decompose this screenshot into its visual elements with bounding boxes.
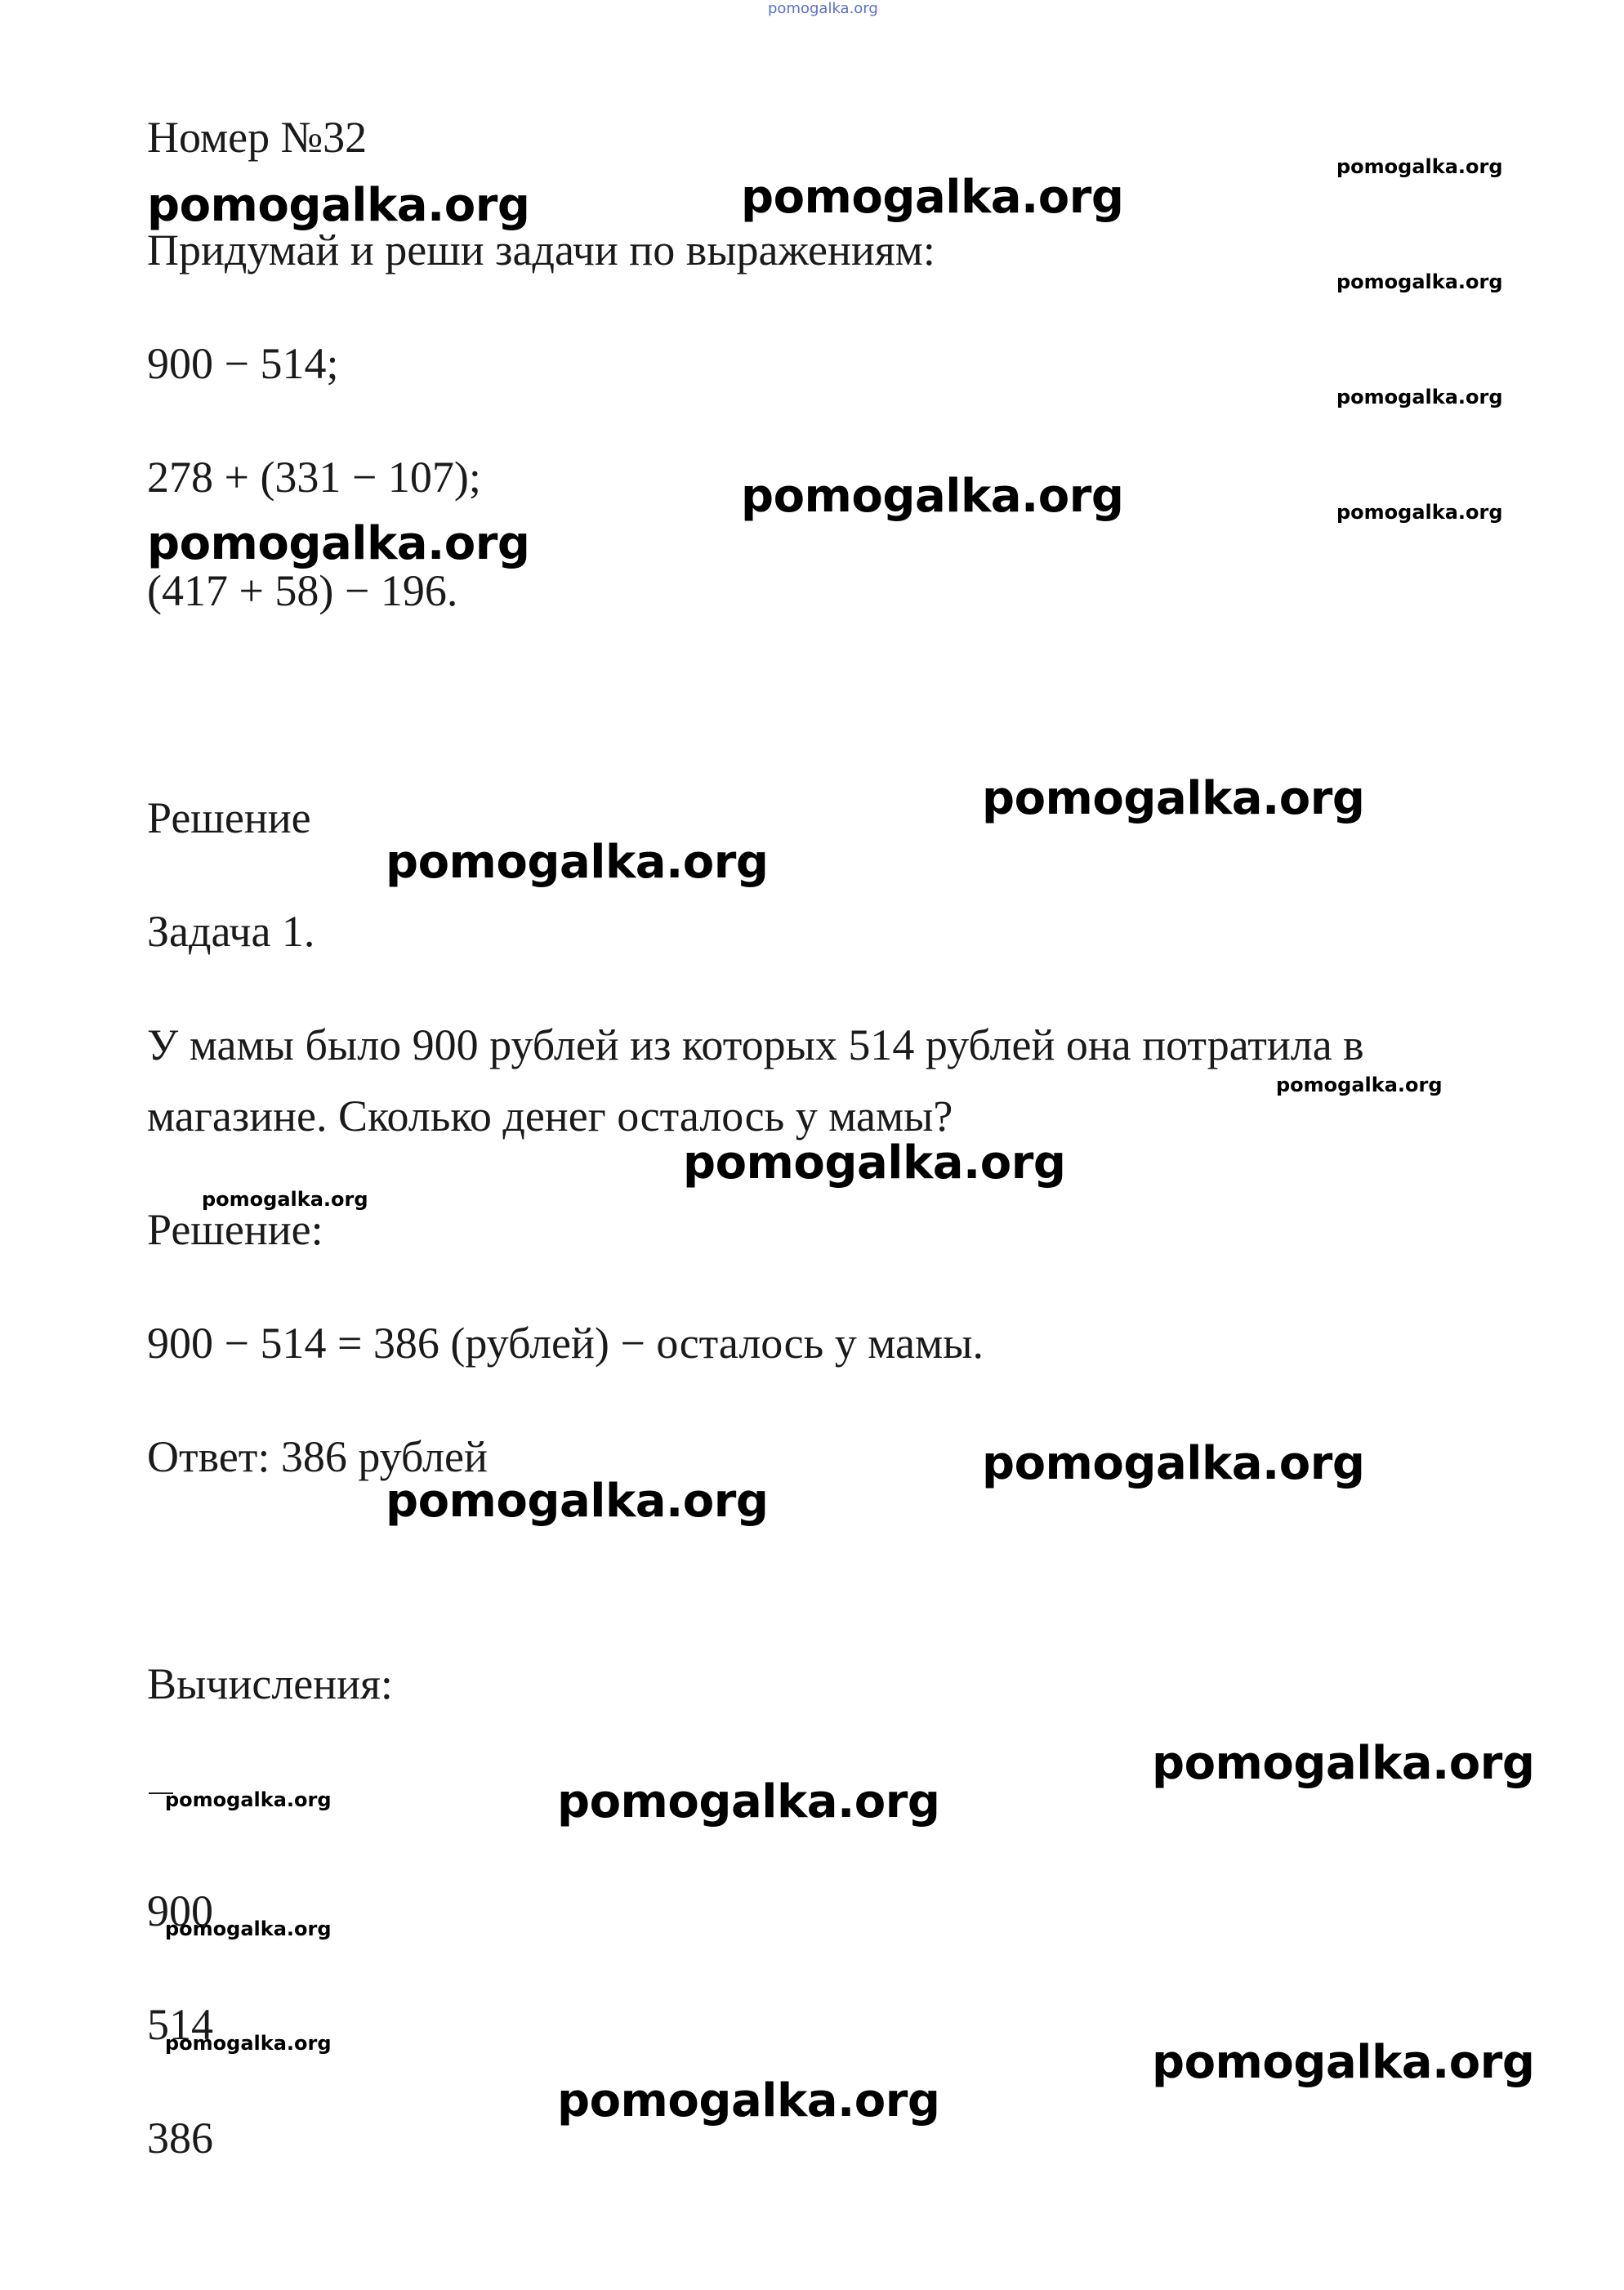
problem-line-1: У мамы было 900 рублей из которых 514 рублей она потратила в [147, 1020, 1364, 1069]
solution-equation: 900 − 514 = 386 (рублей) − осталось у мамы. [147, 1319, 984, 1368]
calc-subtrahend: 514 [147, 2000, 213, 2049]
watermark-small: pomogalka.org [1336, 155, 1503, 178]
watermark: pomogalka.org [1152, 1737, 1535, 1790]
watermark-small: pomogalka.org [1336, 270, 1503, 293]
watermark: pomogalka.org [741, 171, 1124, 224]
expression-2: 278 + (331 − 107); [147, 453, 481, 502]
watermark-small: pomogalka.org [1276, 1074, 1443, 1096]
answer: Ответ: 386 рублей [147, 1432, 488, 1481]
calc-minuend: 900 [147, 1886, 213, 1935]
watermark-small: pomogalka.org [202, 1188, 368, 1211]
watermark-small: pomogalka.org [165, 1788, 332, 1811]
solution-heading: Решение [147, 793, 311, 842]
watermark: pomogalka.org [386, 836, 769, 889]
watermark: pomogalka.org [557, 2074, 940, 2127]
watermark: pomogalka.org [147, 179, 530, 232]
watermark: pomogalka.org [147, 517, 530, 570]
watermark-small: pomogalka.org [165, 2032, 332, 2055]
watermark: pomogalka.org [741, 470, 1124, 523]
watermark-small: pomogalka.org [165, 1917, 332, 1940]
calculations-label: Вычисления: [147, 1659, 393, 1708]
watermark: pomogalka.org [982, 772, 1365, 825]
watermark: pomogalka.org [1152, 2036, 1535, 2089]
task-prompt: Придумай и реши задачи по выражениям: [147, 225, 935, 275]
expression-3: (417 + 58) − 196. [147, 566, 458, 615]
problem-title: Задача 1. [147, 907, 315, 956]
problem-line-2: магазине. Сколько денег осталось у мамы? [147, 1091, 953, 1141]
expression-1: 900 − 514; [147, 339, 339, 388]
task-title: Номер №32 [147, 113, 368, 162]
watermark: pomogalka.org [557, 1775, 940, 1828]
watermark-small: pomogalka.org [1336, 501, 1503, 524]
watermark: pomogalka.org [683, 1136, 1066, 1190]
solution-label: Решение: [147, 1205, 323, 1254]
watermark-small: pomogalka.org [1336, 386, 1503, 408]
top-watermark: pomogalka.org [768, 0, 878, 17]
watermark: pomogalka.org [386, 1475, 769, 1528]
calc-result: 386 [147, 2114, 213, 2163]
watermark: pomogalka.org [982, 1437, 1365, 1490]
